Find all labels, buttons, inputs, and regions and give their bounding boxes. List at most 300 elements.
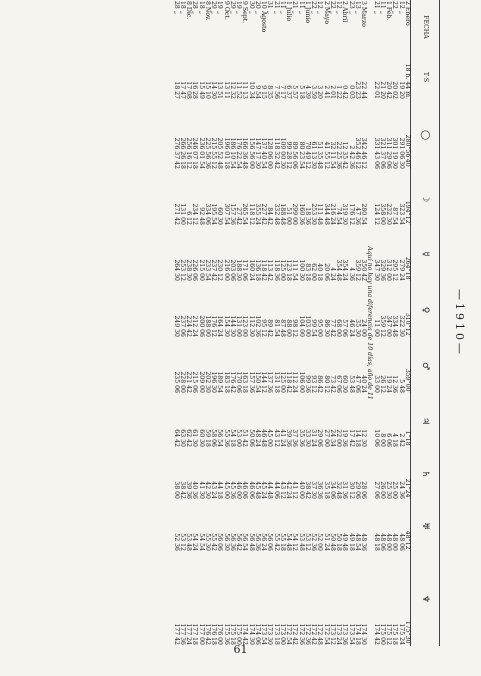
cell-neptune: 172 48 bbox=[316, 623, 324, 645]
cell-mars: 125 00 bbox=[279, 371, 286, 393]
cell-venus: 68 00 bbox=[335, 319, 343, 337]
cell-ts: 19 20 bbox=[397, 81, 405, 99]
cell-venus: 359 12 bbox=[379, 315, 386, 337]
cell-uranus: 56 06 bbox=[266, 533, 274, 551]
cell-uranus: 53 12 bbox=[304, 533, 311, 551]
cell-mars: 80 12 bbox=[322, 375, 330, 393]
table-row bbox=[316, 0, 322, 646]
cell-neptune: 172 42 bbox=[291, 623, 299, 645]
cell-venus: 212 24 bbox=[191, 315, 199, 337]
cell-mercury: 279 24 bbox=[397, 259, 405, 281]
cell-fecha: 9 Sept. bbox=[241, 1, 249, 24]
cell-venus: 98 12 bbox=[291, 319, 299, 337]
cell-sun: 321 37 06 bbox=[379, 137, 386, 169]
cell-saturn: 44 06 bbox=[272, 481, 280, 499]
table-row bbox=[223, 0, 229, 646]
cell-uranus: 54 24 bbox=[191, 533, 199, 551]
cell-mercury: 62 00 bbox=[310, 263, 318, 281]
cell-moon: 195 54 bbox=[210, 203, 218, 225]
table-row bbox=[373, 0, 379, 646]
cell-jupiter: 43 12 bbox=[272, 429, 280, 447]
cell-uranus: 48 36 bbox=[360, 533, 368, 551]
cell-neptune: 173 54 bbox=[260, 623, 268, 645]
cell-jupiter: 58 06 bbox=[210, 429, 218, 447]
cell-jupiter: 45 00 bbox=[266, 429, 274, 447]
column-header-fecha: FECHA bbox=[411, 0, 440, 54]
cell-fecha: 9 Oct. bbox=[222, 1, 230, 20]
cell-ts: 14 30 bbox=[210, 81, 218, 99]
cell-saturn: 38 42 bbox=[304, 481, 311, 499]
cell-sun: 22 25 36 bbox=[335, 141, 343, 169]
cell-sun: 352 46 12 bbox=[354, 137, 361, 169]
cell-moon: 87 54 bbox=[391, 207, 399, 225]
cell-neptune: 176 00 bbox=[216, 623, 224, 645]
cell-venus: 89 42 bbox=[266, 319, 274, 337]
cell-ts: 3 59 bbox=[310, 85, 318, 99]
cell-moon: 265 54 bbox=[241, 203, 249, 225]
cell-uranus: 53 48 bbox=[297, 533, 305, 551]
cell-neptune: 175 18 bbox=[229, 623, 236, 645]
cell-mars: 99 36 bbox=[304, 375, 311, 393]
cell-uranus: 54 48 bbox=[285, 533, 293, 551]
cell-sun: 176 22 54 bbox=[235, 137, 243, 169]
cell-saturn: 30 12 bbox=[347, 481, 355, 499]
cell-mercury: 238 30 bbox=[185, 259, 193, 281]
cell-venus: 35 30 bbox=[354, 319, 361, 337]
cell-sun: 99 28 12 bbox=[285, 141, 293, 169]
cell-venus: 322 30 bbox=[397, 315, 405, 337]
cell-mercury: 264 30 bbox=[172, 259, 180, 281]
cell-neptune: 177 42 bbox=[172, 623, 180, 645]
cell-venus: 95 12 bbox=[260, 319, 268, 337]
cell-neptune: 174 42 bbox=[372, 623, 380, 645]
cell-venus: 86 30 bbox=[322, 319, 330, 337]
cell-mercury: 40 18 bbox=[316, 263, 324, 281]
cell-ts: 6 37 bbox=[285, 85, 293, 99]
cell-mars: 144 12 bbox=[260, 371, 268, 393]
cell-saturn: 35 18 bbox=[322, 481, 330, 499]
cell-jupiter: 1°18′ bbox=[404, 430, 411, 447]
cell-mars: 202 30 bbox=[204, 371, 211, 393]
cell-mercury: 312 00 bbox=[385, 259, 393, 281]
cell-jupiter: 14 18 bbox=[354, 429, 361, 447]
cell-venus: 200 06 bbox=[197, 315, 205, 337]
cell-ts: 10 34 bbox=[247, 81, 255, 99]
cell-mercury: 4 24 bbox=[329, 267, 336, 281]
cell-mercury: 188 30 bbox=[235, 259, 243, 281]
cell-uranus: 52 36 bbox=[310, 533, 318, 551]
cell-jupiter: 56 54 bbox=[216, 429, 224, 447]
cell-moon: 334 06 bbox=[204, 203, 211, 225]
cell-mercury: 20 06 bbox=[322, 263, 330, 281]
cell-venus: 103 00 bbox=[304, 315, 311, 337]
cell-moon: 355 24 bbox=[254, 203, 261, 225]
cell-mercury: 203 06 bbox=[229, 259, 236, 281]
cell-fecha: 12 „ bbox=[335, 1, 343, 15]
cell-venus: 123 00 bbox=[241, 315, 249, 337]
cell-ts: 21 20 bbox=[379, 81, 386, 99]
cell-saturn: 21°24′ bbox=[404, 478, 411, 499]
cell-fecha: 1 Feb. bbox=[385, 1, 393, 21]
cell-neptune: 174 30 bbox=[247, 623, 255, 645]
cell-moon: 280 54 bbox=[360, 203, 368, 225]
cell-uranus: 56 36 bbox=[229, 533, 236, 551]
cell-mercury: 350 42 bbox=[360, 259, 368, 281]
cell-moon: 188 48 bbox=[279, 203, 286, 225]
cell-ts: 1 22 bbox=[335, 85, 343, 99]
cell-neptune: 175 36 bbox=[222, 623, 230, 645]
cell-moon: 157 36 bbox=[229, 203, 236, 225]
cell-saturn: 26 00 bbox=[379, 481, 386, 499]
cell-fecha: 12 „ bbox=[397, 1, 405, 15]
cell-sun: 331 43 06 bbox=[372, 137, 380, 169]
cell-moon: 271 42 bbox=[172, 203, 180, 225]
cell-mars: 47 06 bbox=[354, 375, 361, 393]
cell-uranus: 52 00 bbox=[316, 533, 324, 551]
cell-uranus: 56 42 bbox=[235, 533, 243, 551]
cell-neptune: 175 00 bbox=[235, 623, 243, 645]
cell-saturn: 25 00 bbox=[391, 481, 399, 499]
cell-sun: 205 52 48 bbox=[216, 137, 224, 169]
cell-fecha: 21 „ bbox=[272, 1, 280, 15]
cell-saturn: 27 06 bbox=[372, 481, 380, 499]
cell-sun: 215 55 12 bbox=[210, 137, 218, 169]
cell-uranus: 56 48 bbox=[247, 533, 255, 551]
cell-ts: 5 18 bbox=[297, 85, 305, 99]
cell-jupiter: 62 42 bbox=[185, 429, 193, 447]
cell-jupiter: 19 36 bbox=[341, 429, 349, 447]
cell-venus: 11 00 bbox=[372, 319, 380, 337]
cell-moon: 74 54 bbox=[335, 207, 343, 225]
cell-saturn: 45 48 bbox=[254, 481, 261, 499]
cell-mercury: 359 12 bbox=[354, 259, 361, 281]
cell-jupiter: 53 00 bbox=[235, 429, 243, 447]
cell-jupiter: 61 30 bbox=[191, 429, 199, 447]
cell-moon: 216 24 bbox=[329, 203, 336, 225]
cell-uranus: 54 54 bbox=[197, 533, 205, 551]
column-header-mercury: ☿ bbox=[411, 226, 440, 282]
cell-fecha: 30 „ bbox=[247, 1, 255, 15]
cell-saturn: 24 36 bbox=[397, 481, 405, 499]
cell-sun: 196 01 18 bbox=[222, 137, 230, 169]
table-row bbox=[273, 0, 279, 646]
cell-venus: 46 24 bbox=[347, 319, 355, 337]
rotated-table-area bbox=[12, 0, 466, 646]
cell-sun: 61 13 30 bbox=[310, 141, 318, 169]
cell-neptune: 173 00 bbox=[279, 623, 286, 645]
cell-saturn: 43 12 bbox=[279, 481, 286, 499]
cell-saturn: 36 36 bbox=[316, 481, 324, 499]
column-header-sun: ◯ bbox=[411, 100, 440, 170]
cell-sun: 266 26 18 bbox=[179, 137, 186, 169]
cell-neptune: 174 18 bbox=[354, 623, 361, 645]
year-heading: —1910— bbox=[453, 289, 466, 357]
cell-moon: 124 12 bbox=[372, 203, 380, 225]
cell-uranus: 49 18 bbox=[347, 533, 355, 551]
cell-mars: 176 42 bbox=[229, 371, 236, 393]
cell-neptune: 175°30′ bbox=[404, 620, 411, 645]
cell-fecha: 2 Mayo bbox=[322, 1, 330, 25]
cell-sun: 156 56 00 bbox=[247, 137, 255, 169]
cell-venus: 88 00 bbox=[285, 319, 293, 337]
cell-ts: 5 57 bbox=[291, 85, 299, 99]
column-header-ts: T·S bbox=[411, 54, 440, 100]
cell-ts: 17 08 bbox=[185, 81, 193, 99]
table-row bbox=[341, 0, 347, 646]
table-row bbox=[198, 0, 204, 646]
cell-mars: 12 36 bbox=[391, 375, 399, 393]
table-row bbox=[398, 0, 404, 646]
cell-sun: 280°56′40″ bbox=[404, 134, 411, 169]
cell-mars: 33 00 bbox=[372, 375, 380, 393]
table-row bbox=[266, 0, 272, 646]
cell-saturn: 40 36 bbox=[191, 481, 199, 499]
cell-sun: 80 23 54 bbox=[297, 141, 305, 169]
cell-sun: 89 56 06 bbox=[291, 141, 299, 169]
cell-jupiter: 4 18 bbox=[391, 433, 399, 447]
cell-mars: 209 00 bbox=[197, 371, 205, 393]
notice-text: Aquí no hay una diferencia de 10 días, año de 11 bbox=[366, 246, 374, 400]
cell-mars: 221 42 bbox=[185, 371, 193, 393]
cell-moon: 319 30 bbox=[341, 203, 349, 225]
cell-venus: 237 06 bbox=[179, 315, 186, 337]
cell-saturn: 42 24 bbox=[285, 481, 293, 499]
cell-saturn: 45 00 bbox=[222, 481, 230, 499]
cell-sun: 12 35 42 bbox=[341, 141, 349, 169]
cell-ts: 9 54 bbox=[254, 85, 261, 99]
cell-jupiter: 24 34 bbox=[329, 429, 336, 447]
cell-ts: 11 13 bbox=[241, 81, 249, 99]
cell-mars: 73 42 bbox=[329, 375, 336, 393]
cell-neptune: 172 36 bbox=[297, 623, 305, 645]
cell-sun: 147 17 30 bbox=[254, 137, 261, 169]
cell-mercury: 4 36 bbox=[347, 267, 355, 281]
cell-jupiter: 12 30 bbox=[360, 429, 368, 447]
cell-mars: 150 54 bbox=[254, 371, 261, 393]
cell-ts: 0 03 bbox=[347, 85, 355, 99]
table-row bbox=[323, 0, 329, 646]
cell-fecha: 20 „ bbox=[254, 1, 261, 15]
cell-fecha: 18 „ bbox=[179, 1, 186, 15]
cell-fecha: 28 „ bbox=[172, 1, 180, 15]
cell-jupiter: 41 24 bbox=[279, 429, 286, 447]
cell-neptune: 176 18 bbox=[210, 623, 218, 645]
cell-venus: 57 06 bbox=[341, 319, 349, 337]
cell-saturn: 34 06 bbox=[329, 481, 336, 499]
cell-uranus: 53 12 bbox=[179, 533, 186, 551]
cell-ts: 2 41 bbox=[322, 85, 330, 99]
cell-sun: 342 46 12 bbox=[360, 137, 368, 169]
cell-mercury: 118 36 bbox=[272, 259, 280, 281]
cell-venus: 99 54 bbox=[310, 319, 318, 337]
cell-ts: 7 56 bbox=[272, 85, 280, 99]
cell-moon: 6 12 bbox=[185, 211, 193, 225]
cell-saturn: 46 06 bbox=[247, 481, 255, 499]
cell-ts: 9 15 bbox=[260, 85, 268, 99]
cell-ts: 7 17 bbox=[279, 85, 286, 99]
cell-mars: 137 36 bbox=[266, 371, 274, 393]
cell-sun: 246 07 18 bbox=[191, 137, 199, 169]
cell-uranus: 55 42 bbox=[272, 533, 280, 551]
cell-moon: 84 42 bbox=[266, 207, 274, 225]
cell-jupiter: 10 06 bbox=[372, 429, 380, 447]
cell-uranus: 51 24 bbox=[322, 533, 330, 551]
cell-sun: 41 55 12 bbox=[322, 141, 330, 169]
cell-neptune: 173 24 bbox=[335, 623, 343, 645]
cell-uranus: 56 30 bbox=[222, 533, 230, 551]
cell-mercury: 118 42 bbox=[260, 259, 268, 281]
cell-jupiter: 31 24 bbox=[310, 429, 318, 447]
cell-uranus: 48 06 bbox=[397, 533, 405, 551]
cell-uranus: 48°12′ bbox=[404, 530, 411, 551]
cell-saturn: 44 48 bbox=[266, 481, 274, 499]
cell-ts: 16 28 bbox=[191, 81, 199, 99]
cell-venus: 24 00 bbox=[360, 319, 368, 337]
cell-mars: 189 54 bbox=[216, 371, 224, 393]
cell-jupiter: 33 30 bbox=[304, 429, 311, 447]
cell-neptune: 172 42 bbox=[310, 623, 318, 645]
cell-jupiter: 35 36 bbox=[297, 429, 305, 447]
cell-fecha: 23 „ bbox=[347, 1, 355, 15]
cell-mars: 26 12 bbox=[379, 375, 386, 393]
cell-saturn: 40 00 bbox=[297, 481, 305, 499]
cell-ts: 13 11 bbox=[222, 81, 230, 99]
cell-mercury: 111 54 bbox=[291, 259, 299, 281]
cell-uranus: 55 18 bbox=[279, 533, 286, 551]
cell-mars: 53 48 bbox=[347, 375, 355, 393]
column-header-jupiter: ♃ bbox=[411, 394, 440, 448]
cell-mars: 196 30 bbox=[210, 371, 218, 393]
cell-moon: 160 36 bbox=[297, 203, 305, 225]
cell-mercury: 125 00 bbox=[279, 259, 286, 281]
cell-neptune: 174 42 bbox=[241, 623, 249, 645]
cell-jupiter: 50 06 bbox=[247, 429, 255, 447]
cell-sun: 291 06 30 bbox=[397, 137, 405, 169]
column-header-neptune: ♆ bbox=[411, 552, 440, 646]
cell-mercury: 226 06 bbox=[191, 259, 199, 281]
cell-moon: 131 00 bbox=[179, 203, 186, 225]
cell-fecha: 2 Enero bbox=[404, 1, 411, 26]
cell-sun: 32 11 54 bbox=[329, 141, 336, 169]
cell-mars: 40 24 bbox=[360, 375, 368, 393]
cell-ts: 15 49 bbox=[197, 81, 205, 99]
cell-uranus: 54 12 bbox=[291, 533, 299, 551]
cell-ts: 2 01 bbox=[329, 85, 336, 99]
cell-fecha: 22 „ bbox=[391, 1, 399, 15]
cell-neptune: 175 18 bbox=[391, 623, 399, 645]
cell-jupiter: 51 42 bbox=[241, 429, 249, 447]
cell-uranus: 53 48 bbox=[185, 533, 193, 551]
table-row bbox=[241, 0, 247, 646]
cell-uranus: 56 54 bbox=[241, 533, 249, 551]
cell-venus: 188 00 bbox=[204, 315, 211, 337]
cell-fecha: 11 „ bbox=[279, 1, 286, 15]
cell-sun: 109 00 30 bbox=[279, 137, 286, 169]
cell-mercury: 354 48 bbox=[335, 259, 343, 281]
cell-sun: 166 36 48 bbox=[241, 137, 249, 169]
cell-moon: 18 36 bbox=[304, 207, 311, 225]
cell-jupiter: 29 06 bbox=[316, 429, 324, 447]
cell-saturn: 31 36 bbox=[341, 481, 349, 499]
cell-jupiter: 17 42 bbox=[347, 429, 355, 447]
cell-ts: 11 52 bbox=[235, 81, 243, 99]
cell-venus: 95 00 bbox=[316, 319, 324, 337]
cell-mercury: 123 18 bbox=[285, 259, 293, 281]
cell-mercury: 237 42 bbox=[210, 259, 218, 281]
cell-fecha: 21 „ bbox=[291, 1, 299, 15]
cell-moon: 299 00 bbox=[291, 203, 299, 225]
cell-fecha: 10 Agosto bbox=[260, 1, 268, 33]
cell-mars: 86 42 bbox=[316, 375, 324, 393]
cell-neptune: 177 18 bbox=[191, 623, 199, 645]
cell-neptune: 177 24 bbox=[185, 623, 193, 645]
cell-mars: 163 18 bbox=[241, 371, 249, 393]
cell-uranus: 55 42 bbox=[210, 533, 218, 551]
cell-moon: 344 48 bbox=[322, 203, 330, 225]
cell-fecha: 8 Dic. bbox=[185, 1, 193, 20]
cell-mercury: 113 42 bbox=[266, 259, 274, 281]
table-row bbox=[348, 0, 354, 646]
cell-sun: 311 29 06 bbox=[385, 137, 393, 169]
cell-mercury: 329 36 bbox=[379, 259, 386, 281]
cell-moon: 194°12′ bbox=[404, 200, 411, 225]
cell-moon: 323 54 bbox=[397, 203, 405, 225]
cell-venus: 310°12′ bbox=[404, 312, 411, 337]
cell-moon: 118 12 bbox=[247, 203, 255, 225]
cell-venus: 112 30 bbox=[247, 315, 255, 337]
table-row bbox=[191, 0, 197, 646]
cell-sun: 301 19 30 bbox=[391, 137, 399, 169]
cell-mars: 215 06 bbox=[191, 371, 199, 393]
cell-venus: 81 54 bbox=[272, 319, 280, 337]
cell-fecha: 19 „ bbox=[216, 1, 224, 15]
cell-sun: 70 49 12 bbox=[304, 141, 311, 169]
cell-venus: 176 12 bbox=[210, 315, 218, 337]
cell-fecha: 22 „ bbox=[310, 1, 318, 15]
cell-saturn: 44 18 bbox=[216, 481, 224, 499]
cell-fecha: 18 „ bbox=[197, 1, 205, 15]
cell-moon: 47 36 bbox=[354, 207, 361, 225]
cell-fecha: 28 „ bbox=[191, 1, 199, 15]
cell-uranus: 52 36 bbox=[172, 533, 180, 551]
cell-fecha: 3 Marzo bbox=[360, 1, 368, 27]
cell-mercury: 215 00 bbox=[197, 259, 205, 281]
cell-sun: 137 40 54 bbox=[260, 137, 268, 169]
cell-venus: 87 48 bbox=[279, 319, 286, 337]
cell-jupiter: 6 06 bbox=[385, 433, 393, 447]
cell-fecha: 8 Nov. bbox=[204, 1, 211, 21]
cell-fecha: 11 „ bbox=[379, 1, 386, 15]
cell-ts: 4 39 bbox=[304, 85, 311, 99]
cell-venus: 347 00 bbox=[385, 315, 393, 337]
cell-ts: 18 27 bbox=[172, 81, 180, 99]
cell-neptune: 176 42 bbox=[204, 623, 211, 645]
cell-mars: 131 18 bbox=[272, 371, 280, 393]
cell-mars: 170 06 bbox=[235, 371, 243, 393]
cell-venus: 102 36 bbox=[254, 315, 261, 337]
cell-mars: 67 06 bbox=[335, 375, 343, 393]
table-row bbox=[173, 0, 179, 646]
page-number: 61 bbox=[233, 643, 248, 656]
cell-uranus: 48 00 bbox=[385, 533, 393, 551]
cell-saturn: 46 00 bbox=[235, 481, 243, 499]
cell-fecha: 2 Abril bbox=[341, 1, 349, 23]
cell-mercury: 354 24 bbox=[341, 259, 349, 281]
cell-neptune: 173 30 bbox=[266, 623, 274, 645]
cell-jupiter: 22 00 bbox=[335, 429, 343, 447]
cell-ts: 22 01 bbox=[372, 81, 380, 99]
cell-neptune: 175 24 bbox=[397, 623, 405, 645]
